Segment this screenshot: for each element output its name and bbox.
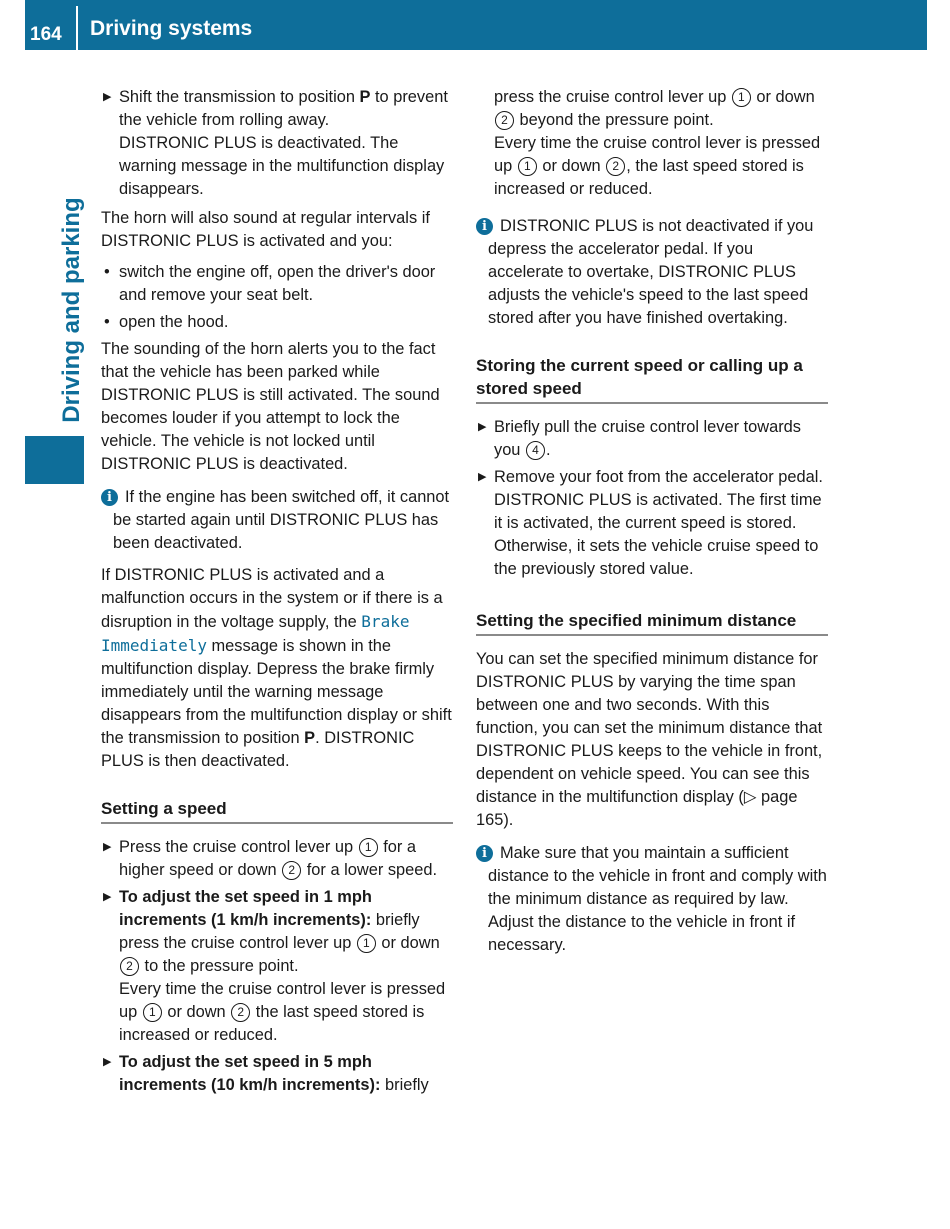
step-arrow-icon: ▶ <box>103 91 112 103</box>
callout-1-icon: 1 <box>143 1003 162 1022</box>
bullet-icon: • <box>104 313 110 331</box>
malfunction-text: If DISTRONIC PLUS is activated and a malfunction occurs in the system or if there is a disruption in the voltage supply, the Brake Immediately message is shown in the multifunction display. Depress the brake firmly immediately until the warning message disappears from the multifunction display or shift the transmission to position P. DISTRONIC PLUS is then deactivated. <box>101 566 452 770</box>
callout-1-icon: 1 <box>357 934 376 953</box>
info-icon: i <box>101 489 118 506</box>
step-arrow-icon: ▶ <box>103 891 112 903</box>
info-note: i If the engine has been switched off, it cannot be started again until DISTRONIC PLUS has been deactivated. <box>101 486 453 555</box>
page-title: Driving systems <box>90 17 253 40</box>
chapter-label: Driving and parking <box>58 197 85 423</box>
step-shift-to-p: ▶ Shift the transmission to position P to prevent the vehicle from rolling away. DISTRONIC PLUS is deactivated. The warning message in the multifunction display disappears. <box>103 88 448 198</box>
callout-1-icon: 1 <box>732 88 751 107</box>
callout-2-icon: 2 <box>282 861 301 880</box>
info-note: i DISTRONIC PLUS is not deactivated if you depress the accelerator pedal. If you accelerate to overtake, DISTRONIC PLUS adjusts the vehicle's speed to the last speed stored after you have finished overtaking. <box>476 215 828 330</box>
info-note: i Make sure that you maintain a sufficient distance to the vehicle in front and comply with the minimum distance as required by law. Adjust the distance to the vehicle in front if necessary. <box>476 842 828 957</box>
horn-intro: The horn will also sound at regular intervals if DISTRONIC PLUS is activated and you: <box>101 209 430 250</box>
step-arrow-icon: ▶ <box>103 841 112 853</box>
step-adjust-1mph: ▶ To adjust the set speed in 1 mph increments (1 km/h increments): briefly press the cruise control lever up 1 or down 2 to the pressure point. Every time the cruise control lever is pressed up 1 or down 2 the last speed stored is increased or reduced. <box>103 888 446 1044</box>
header-divider <box>76 6 78 50</box>
section-heading: Setting the specified minimum distance <box>476 609 828 636</box>
min-distance-text: You can set the specified minimum distance for DISTRONIC PLUS by varying the time span between one and two seconds. With this function, you can set the minimum distance that DISTRONIC PLUS keeps to the vehicle in front, dependent on vehicle speed. You can see this distance in the multifunction display (▷ page 165). <box>476 650 823 829</box>
callout-2-icon: 2 <box>231 1003 250 1022</box>
step-result: DISTRONIC PLUS is deactivated. The warning message in the multifunction display disappears. <box>119 134 445 198</box>
horn-alert-text: The sounding of the horn alerts you to the fact that the vehicle has been parked while DISTRONIC PLUS is still activated. The sound becomes louder if you attempt to lock the vehicle. The vehicle is not locked until DISTRONIC PLUS is deactivated. <box>101 340 440 473</box>
step-remove-foot: ▶ Remove your foot from the accelerator pedal. DISTRONIC PLUS is activated. The first time it is activated, the current speed is stored. Otherwise, it sets the vehicle cruise speed to the previously stored value. <box>478 468 823 578</box>
section-heading: Storing the current speed or calling up a stored speed <box>476 354 828 404</box>
callout-2-icon: 2 <box>606 157 625 176</box>
step-result: DISTRONIC PLUS is activated. The first time it is activated, the current speed is stored. Otherwise, it sets the vehicle cruise speed to the previously stored value. <box>494 491 822 578</box>
info-icon: i <box>476 218 493 235</box>
info-icon: i <box>476 845 493 862</box>
step-press-lever: ▶ Press the cruise control lever up 1 for a higher speed or down 2 for a lower speed. <box>103 838 438 879</box>
step-adjust-5mph-continued: press the cruise control lever up 1 or down 2 beyond the pressure point. Every time the cruise control lever is pressed up 1 or down 2 , the last speed stored is increased or reduced. <box>494 88 821 198</box>
chapter-tab-marker <box>25 436 84 484</box>
callout-1-icon: 1 <box>518 157 537 176</box>
callout-1-icon: 1 <box>359 838 378 857</box>
page-reference-link[interactable]: (▷ page 165). <box>476 788 798 829</box>
bullet-icon: • <box>104 263 110 281</box>
right-column <box>476 86 828 966</box>
callout-4-icon: 4 <box>526 441 545 460</box>
step-arrow-icon: ▶ <box>478 421 487 433</box>
step-arrow-icon: ▶ <box>103 1056 112 1068</box>
bullet-item: • switch the engine off, open the driver's door and remove your seat belt. <box>104 263 436 304</box>
callout-2-icon: 2 <box>495 111 514 130</box>
section-heading: Setting a speed <box>101 797 453 824</box>
step-arrow-icon: ▶ <box>478 471 487 483</box>
step-pull-lever: ▶ Briefly pull the cruise control lever towards you 4 . <box>478 418 801 459</box>
page-number: 164 <box>30 24 62 45</box>
display-message: Brake Immediately <box>101 612 410 655</box>
bullet-item: • open the hood. <box>101 311 453 334</box>
left-column <box>101 86 453 1101</box>
step-adjust-5mph: ▶ To adjust the set speed in 5 mph increments (10 km/h increments): briefly <box>103 1053 429 1094</box>
callout-2-icon: 2 <box>120 957 139 976</box>
